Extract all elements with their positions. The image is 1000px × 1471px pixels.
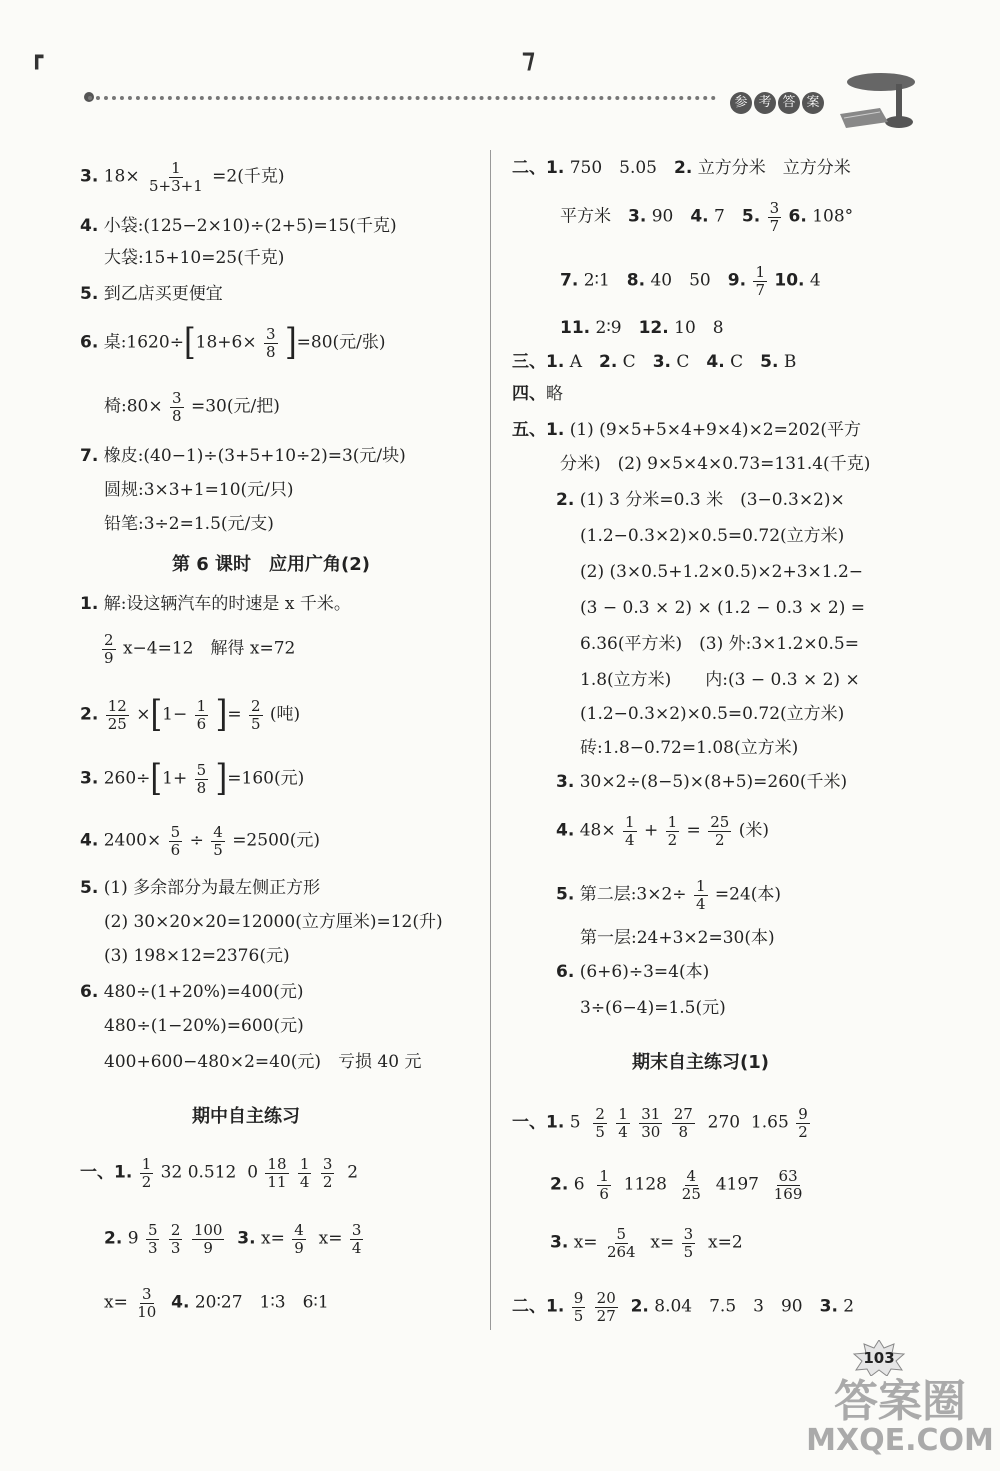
answer-line: 椅:80× $\frac{3}{8}$ =30(元/把) xyxy=(104,389,280,425)
watermark: 答案圈 MXQE.COM xyxy=(806,1376,994,1458)
answer-line: 二、1. 750 5.05 2. 立方分米 立方分米 xyxy=(512,158,851,178)
answer-line: 5. 第二层:3×2÷ $\frac{1}{4}$ =24(本) xyxy=(556,877,782,913)
answer-line: 1. 解:设这辆汽车的时速是 x 千米。 xyxy=(80,594,351,614)
answer-line: (2) 30×20×20=12000(立方厘米)=12(升) xyxy=(104,912,443,932)
section-title: 期中自主练习 xyxy=(192,1106,300,1127)
answer-line: 7. 2∶1 8. 40 50 9. $\frac{1}{7}$ 10. 4 xyxy=(560,263,821,299)
answer-line: (1.2−0.3×2)×0.5=0.72(立方米) xyxy=(580,704,845,724)
answer-line: 2. 6 $\frac{1}{6}$ 1128 $\frac{4}{25}$ 4197 $\frac{63}{169}$ xyxy=(550,1167,803,1203)
answer-line: 6.36(平方米) (3) 外:3×1.2×0.5= xyxy=(580,634,859,654)
answer-line: $\frac{2}{9}$ x−4=12 解得 x=72 xyxy=(104,631,296,667)
answer-line: 5. 到乙店买更便宜 xyxy=(80,284,223,304)
answer-line: 2. $\frac{12}{25}$ ×[1− $\frac{1}{6}$ ]= $\frac{2}{5}$ (吨) xyxy=(80,693,301,736)
answer-line: 11. 2∶9 12. 10 8 xyxy=(560,318,724,338)
badge-char: 案 xyxy=(802,92,824,114)
answer-line: 一、1. 5 $\frac{2}{5}$ $\frac{1}{4}$ $\frac{31}{30}$ $\frac{27}{8}$ 270 1.65 $\frac{9}{2}$ xyxy=(512,1105,808,1141)
answer-line: 6. 桌:1620÷[18+6× $\frac{3}{8}$ ]=80(元/张) xyxy=(80,321,386,364)
answer-line: x= $\frac{3}{10}$ 4. 20∶27 1∶3 6∶1 xyxy=(104,1285,329,1321)
column-divider xyxy=(490,150,491,1330)
badge-char: 考 xyxy=(754,92,776,114)
answer-line: 1.8(立方米) 内:(3 − 0.3 × 2) × xyxy=(580,670,860,690)
answer-line: 3. 18× $\frac{1}{5+3+1}$ =2(千克) xyxy=(80,159,285,195)
answer-line: 3÷(6−4)=1.5(元) xyxy=(580,998,726,1018)
answer-line: 3. 30×2÷(8−5)×(8+5)=260(千米) xyxy=(556,772,848,792)
page-number: 103 xyxy=(852,1340,906,1376)
answer-line: 6. 480÷(1+20%)=400(元) xyxy=(80,982,304,1002)
answer-line: 3. 260÷[1+ $\frac{5}{8}$ ]=160(元) xyxy=(80,757,305,800)
desk-lamp-icon xyxy=(836,64,926,134)
answer-line: 480÷(1−20%)=600(元) xyxy=(104,1016,304,1036)
answer-line: 6. (6+6)÷3=4(本) xyxy=(556,962,710,982)
answer-line: 7. 橡皮:(40−1)÷(3+5+10÷2)=3(元/块) xyxy=(80,446,406,466)
answer-line: 一、1. $\frac{1}{2}$ 32 0.512 0 $\frac{18}{11}$ $\frac{1}{4}$ $\frac{3}{2}$ 2 xyxy=(80,1155,359,1191)
answer-line: 5. (1) 多余部分为最左侧正方形 xyxy=(80,878,321,898)
answer-line: (1.2−0.3×2)×0.5=0.72(立方米) xyxy=(580,526,845,546)
answer-line: 4. 小袋:(125−2×10)÷(2+5)=15(千克) xyxy=(80,216,397,236)
answer-line: 砖:1.8−0.72=1.08(立方米) xyxy=(580,738,799,758)
answer-line: 平方米 3. 90 4. 7 5. $\frac{3}{7}$ 6. 108° xyxy=(560,199,854,235)
top-center-mark: ⁊ xyxy=(522,44,535,74)
answer-line: 4. 2400× $\frac{5}{6}$ ÷ $\frac{4}{5}$ =2500(元) xyxy=(80,823,320,859)
answer-line: 铅笔:3÷2=1.5(元/支) xyxy=(104,514,274,534)
answer-line: 2. (1) 3 分米=0.3 米 (3−0.3×2)× xyxy=(556,490,845,510)
answer-line: 圆规:3×3+1=10(元/只) xyxy=(104,480,294,500)
answer-line: 400+600−480×2=40(元) 亏损 40 元 xyxy=(104,1052,422,1072)
answer-line: (2) (3×0.5+1.2×0.5)×2+3×1.2− xyxy=(580,562,864,582)
answer-line: 二、1. $\frac{9}{5}$ $\frac{20}{27}$ 2. 8.04 7.5 3 90 3. 2 xyxy=(512,1289,855,1325)
section-title: 第 6 课时 应用广角(2) xyxy=(172,554,371,575)
answer-line: 三、1. A 2. C 3. C 4. C 5. B xyxy=(512,352,797,372)
answer-line: 五、1. (1) (9×5+5×4+9×4)×2=202(平方 xyxy=(512,420,861,440)
answer-line: 分米) (2) 9×5×4×0.73=131.4(千克) xyxy=(560,454,871,474)
answer-line: (3 − 0.3 × 2) × (1.2 − 0.3 × 2) = xyxy=(580,598,865,618)
header-dotted-rule xyxy=(88,96,716,100)
corner-mark: ┏ xyxy=(30,44,44,70)
answer-line: 四、略 xyxy=(512,384,563,404)
badge-char: 答 xyxy=(778,92,800,114)
answer-line: 2. 9 $\frac{5}{3}$ $\frac{2}{3}$ $\frac{100}{9}$ 3. x= $\frac{4}{9}$ x= $\frac{3}{4}$ xyxy=(104,1221,362,1257)
badge-char: 参 xyxy=(730,92,752,114)
section-title: 期末自主练习(1) xyxy=(632,1052,769,1073)
header-badge xyxy=(730,92,824,114)
answer-line: 3. x= $\frac{5}{264}$ x= $\frac{3}{5}$ x=2 xyxy=(550,1225,743,1261)
answer-line: 4. 48× $\frac{1}{4}$ + $\frac{1}{2}$ = $\frac{25}{2}$ (米) xyxy=(556,813,769,849)
answer-line: 大袋:15+10=25(千克) xyxy=(104,248,285,268)
answer-line: (3) 198×12=2376(元) xyxy=(104,946,290,966)
answer-line: 第一层:24+3×2=30(本) xyxy=(580,928,775,948)
